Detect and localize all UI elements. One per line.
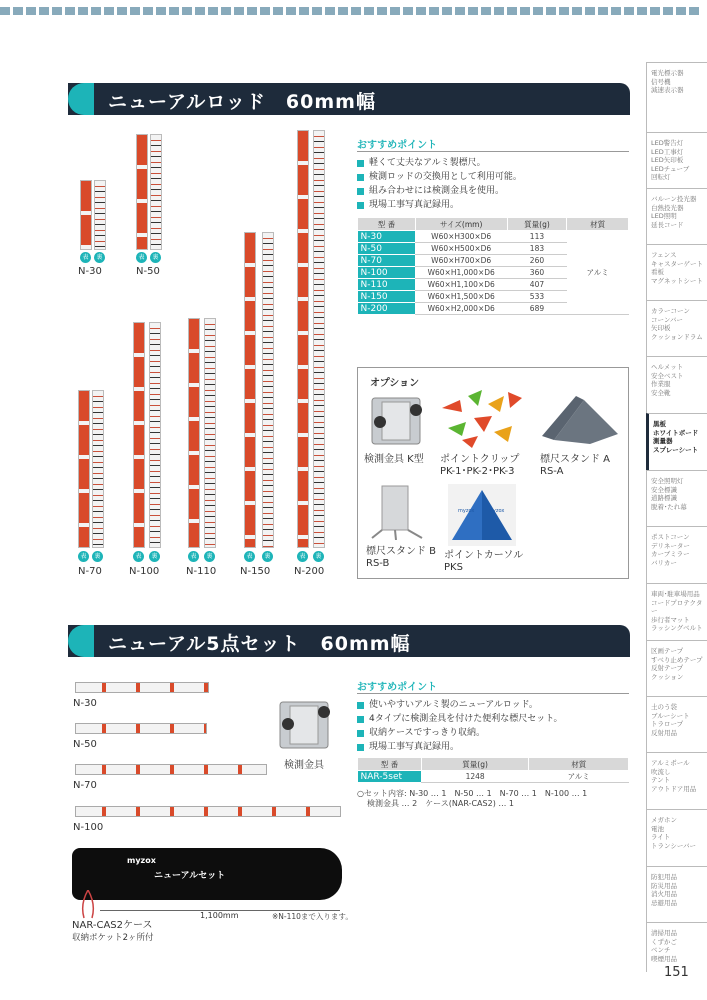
rod-front-image bbox=[297, 130, 309, 548]
decor-segment bbox=[338, 7, 348, 15]
bullet-item: 組み合わせには検測金具を使用。 bbox=[357, 184, 522, 198]
section1-header-tab bbox=[68, 83, 94, 115]
decor-segment bbox=[78, 7, 88, 15]
decor-segment bbox=[533, 7, 543, 15]
sidebar-item[interactable]: LED警告灯 LED工事灯 LED矢印板 LEDチューブ 回転灯 bbox=[646, 132, 707, 188]
length-label: 1,100mm bbox=[200, 911, 239, 920]
decor-segment bbox=[221, 7, 231, 15]
decor-segment bbox=[650, 7, 660, 15]
table-row: N-110 W60×H1,100×D6 407 bbox=[358, 279, 629, 291]
decor-segment bbox=[481, 7, 491, 15]
rod-front-image bbox=[244, 232, 256, 548]
bullet-item: 収納ケースですっきり収納。 bbox=[357, 726, 562, 740]
rod-front-image bbox=[78, 390, 90, 548]
badge-front: 表 bbox=[297, 551, 308, 562]
decor-segment bbox=[130, 7, 140, 15]
badge-front: 表 bbox=[133, 551, 144, 562]
sidebar-item[interactable]: ヘルメット 安全ベスト 作業服 安全靴 bbox=[646, 356, 707, 413]
cursor-brand: myzox bbox=[458, 508, 475, 514]
material-cell: アルミ bbox=[567, 231, 629, 315]
section2-title: ニューアル5点セット 60mm幅 bbox=[108, 633, 411, 655]
sidebar-item[interactable]: 車両･駐車場用品 コードプロテクター 歩行者マット ラッシングベルト bbox=[646, 583, 707, 640]
table-header: 材質 bbox=[529, 758, 629, 771]
badge-front: 表 bbox=[136, 252, 147, 263]
decor-segment bbox=[416, 7, 426, 15]
sidebar-item-active[interactable]: 黒板 ホワイトボード 測量器 スプレーシート bbox=[646, 413, 707, 470]
badge-front: 表 bbox=[80, 252, 91, 263]
decor-segment bbox=[286, 7, 296, 15]
bullet-item: 現場工事写真記録用。 bbox=[357, 740, 562, 754]
rod-back-image bbox=[262, 232, 274, 548]
option-label-kensoku: 検測金具 K型 bbox=[364, 454, 424, 465]
rod-front-image bbox=[136, 134, 148, 250]
set-contents-line: 検測金具 … 2 ケース(NAR-CAS2) … 1 bbox=[367, 799, 514, 808]
decor-segment bbox=[585, 7, 595, 15]
decor-segment bbox=[104, 7, 114, 15]
decor-segment bbox=[325, 7, 335, 15]
storage-case-image bbox=[72, 848, 342, 900]
decor-segment bbox=[182, 7, 192, 15]
sidebar-item[interactable]: フェンス キャスターゲート 看板 マグネットシート bbox=[646, 244, 707, 300]
table-row: N-50 W60×H500×D6 183 bbox=[358, 243, 629, 255]
decor-segment bbox=[260, 7, 270, 15]
decor-segment bbox=[26, 7, 36, 15]
table-row: NAR-5set 1248 アルミ bbox=[358, 771, 629, 783]
sidebar-item[interactable]: アルミポール 吹流し テント アウトドア用品 bbox=[646, 752, 707, 809]
case-note: ※N-110まで入ります。 bbox=[272, 912, 353, 921]
rod-label-n100: N-100 bbox=[129, 566, 160, 577]
decor-segment bbox=[429, 7, 439, 15]
badge-front: 表 bbox=[244, 551, 255, 562]
sidebar-item[interactable]: 清掃用品 くずかご ベンチ 喫煙用品 bbox=[646, 922, 707, 972]
table-header: 型 番 bbox=[358, 758, 422, 771]
table-header: 質量(g) bbox=[507, 218, 567, 231]
rod-back-image bbox=[94, 180, 106, 250]
decor-segment bbox=[299, 7, 309, 15]
decor-segment bbox=[572, 7, 582, 15]
decor-segment bbox=[169, 7, 179, 15]
rod-front-image bbox=[133, 322, 145, 548]
badge-back: 裏 bbox=[313, 551, 324, 562]
decor-segment bbox=[689, 7, 699, 15]
table-row: N-200 W60×H2,000×D6 689 bbox=[358, 303, 629, 315]
decor-segment bbox=[351, 7, 361, 15]
decor-segment bbox=[247, 7, 257, 15]
set-rod-label: N-50 bbox=[73, 739, 97, 750]
badge-back: 裏 bbox=[262, 551, 273, 562]
sidebar-item[interactable]: 区画テープ すべり止めテープ 反射テープ クッション bbox=[646, 640, 707, 696]
case-label bbox=[72, 920, 153, 944]
section1-bullets bbox=[357, 156, 522, 212]
bag-brand: myzox bbox=[127, 856, 156, 865]
decor-segment bbox=[676, 7, 686, 15]
set-kensoku-label: 検測金具 bbox=[284, 760, 324, 771]
kensoku-k-image bbox=[368, 392, 426, 448]
decor-segment bbox=[494, 7, 504, 15]
badge-back: 裏 bbox=[204, 551, 215, 562]
set-contents bbox=[357, 789, 587, 809]
decor-segment bbox=[52, 7, 62, 15]
decor-segment bbox=[195, 7, 205, 15]
section1-rec-title: おすすめポイント bbox=[357, 140, 438, 151]
point-clip-image bbox=[438, 388, 528, 450]
decor-segment bbox=[208, 7, 218, 15]
decor-segment bbox=[637, 7, 647, 15]
badge-front: 表 bbox=[188, 551, 199, 562]
section2-bullets bbox=[357, 698, 562, 754]
section2-rec-divider bbox=[357, 693, 629, 694]
options-title: オプション bbox=[370, 378, 420, 389]
decor-segment bbox=[663, 7, 673, 15]
case-label-line: NAR-CAS2ケース bbox=[72, 920, 153, 931]
table-header: 型 番 bbox=[358, 218, 416, 231]
badge-back: 裏 bbox=[149, 551, 160, 562]
decor-segment bbox=[377, 7, 387, 15]
category-sidebar bbox=[646, 62, 707, 972]
option-label-stand-a: 標尺スタンド A RS-A bbox=[540, 454, 611, 477]
option-label-clip: ポイントクリップ PK-1･PK-2･PK-3 bbox=[440, 454, 520, 477]
decor-segment bbox=[39, 7, 49, 15]
bag-text: ニューアルセット bbox=[154, 871, 226, 881]
bag-drawstring bbox=[76, 890, 100, 920]
rod-label-n70: N-70 bbox=[78, 566, 102, 577]
rod-back-image bbox=[92, 390, 104, 548]
bullet-item: 検測ロッドの交換用として利用可能。 bbox=[357, 170, 522, 184]
decor-segment bbox=[0, 7, 10, 15]
section1-title: ニューアルロッド 60mm幅 bbox=[108, 91, 376, 113]
rod-back-image bbox=[150, 134, 162, 250]
bullet-item: 現場工事写真記録用。 bbox=[357, 198, 522, 212]
sidebar-item[interactable]: ポストコーン デリネーター カーブミラー バリカー bbox=[646, 526, 707, 583]
rod-label-n50: N-50 bbox=[136, 266, 160, 277]
decor-segment bbox=[91, 7, 101, 15]
bullet-item: 使いやすいアルミ製のニューアルロッド。 bbox=[357, 698, 562, 712]
decor-segment bbox=[598, 7, 608, 15]
section2-header bbox=[68, 625, 630, 657]
decor-segment bbox=[364, 7, 374, 15]
cursor-brand: myzox bbox=[488, 508, 505, 514]
decor-segment bbox=[156, 7, 166, 15]
decor-segment bbox=[403, 7, 413, 15]
option-label-cursor: ポイントカーソル PKS bbox=[444, 550, 524, 573]
rod-label-n200: N-200 bbox=[294, 566, 325, 577]
sidebar-item[interactable]: 土のう袋 ブルーシート トラロープ 反射用品 bbox=[646, 696, 707, 752]
badge-back: 裏 bbox=[92, 551, 103, 562]
rod-front-image bbox=[188, 318, 200, 548]
option-label-stand-b: 標尺スタンド B RS-B bbox=[366, 546, 437, 569]
set-rod-label: N-30 bbox=[73, 698, 97, 709]
rod-label-n110: N-110 bbox=[186, 566, 217, 577]
table-header: 質量(g) bbox=[421, 758, 529, 771]
decor-segment bbox=[390, 7, 400, 15]
bullet-item: 軽くて丈夫なアルミ製標尺。 bbox=[357, 156, 522, 170]
decor-segment bbox=[273, 7, 283, 15]
section2-rec-title: おすすめポイント bbox=[357, 682, 438, 693]
decor-segment bbox=[442, 7, 452, 15]
rod-label-n150: N-150 bbox=[240, 566, 271, 577]
table-header: 材質 bbox=[567, 218, 629, 231]
rod-back-image bbox=[204, 318, 216, 548]
rod-back-image bbox=[313, 130, 325, 548]
rod-label-n30: N-30 bbox=[78, 266, 102, 277]
set-rod-n50-image bbox=[75, 723, 207, 734]
rod-back-image bbox=[149, 322, 161, 548]
table-row: N-70 W60×H700×D6 260 bbox=[358, 255, 629, 267]
sidebar-item[interactable]: 電光標示器 信号機 減速表示器 bbox=[646, 62, 707, 132]
decor-segment bbox=[143, 7, 153, 15]
badge-back: 裏 bbox=[150, 252, 161, 263]
badge-front: 表 bbox=[78, 551, 89, 562]
top-decor-bar bbox=[0, 0, 707, 8]
rod-front-image bbox=[80, 180, 92, 250]
decor-segment bbox=[624, 7, 634, 15]
options-box bbox=[357, 367, 629, 579]
decor-segment bbox=[234, 7, 244, 15]
decor-segment bbox=[13, 7, 23, 15]
decor-segment bbox=[312, 7, 322, 15]
sidebar-item[interactable]: カラーコーン コーンバー 矢印板 クッションドラム bbox=[646, 300, 707, 356]
sidebar-item[interactable]: 防犯用品 防災用品 消火用品 忌避用品 bbox=[646, 866, 707, 922]
sidebar-item[interactable]: 安全照明灯 安全標識 道路標識 脱着･たれ幕 bbox=[646, 470, 707, 526]
sidebar-item[interactable]: メガホン 電池 ライト トランシーバー bbox=[646, 809, 707, 866]
sidebar-item[interactable]: バルーン投光器 白熱投光器 LED照明 延長コード bbox=[646, 188, 707, 244]
set-rod-label: N-100 bbox=[73, 822, 104, 833]
table-row: N-30 W60×H300×D6 113 アルミ bbox=[358, 231, 629, 243]
decor-segment bbox=[455, 7, 465, 15]
page-number: 151 bbox=[664, 965, 689, 980]
set-rod-n70-image bbox=[75, 764, 267, 775]
table-header: サイズ(mm) bbox=[415, 218, 507, 231]
section1-rec-divider bbox=[357, 151, 629, 152]
section2-spec-table bbox=[357, 757, 629, 783]
stand-a-image bbox=[536, 390, 624, 446]
decor-segment bbox=[117, 7, 127, 15]
set-contents-line: ○セット内容: N-30 … 1 N-50 … 1 N-70 … 1 N-100 … 1 bbox=[357, 789, 588, 798]
decor-segment bbox=[520, 7, 530, 15]
table-row: N-100 W60×H1,000×D6 360 bbox=[358, 267, 629, 279]
decor-segment bbox=[65, 7, 75, 15]
set-rod-n100-image bbox=[75, 806, 341, 817]
set-rod-label: N-70 bbox=[73, 780, 97, 791]
badge-back: 裏 bbox=[94, 252, 105, 263]
section1-header bbox=[68, 83, 630, 115]
table-row: N-150 W60×H1,500×D6 533 bbox=[358, 291, 629, 303]
decor-segment bbox=[546, 7, 556, 15]
point-cursor-image bbox=[448, 484, 516, 546]
decor-segment bbox=[468, 7, 478, 15]
case-label-line: 収納ポケット2ヶ所付 bbox=[72, 933, 154, 943]
stand-b-image bbox=[368, 482, 428, 540]
set-kensoku-image bbox=[276, 696, 334, 752]
decor-segment bbox=[507, 7, 517, 15]
section1-spec-table bbox=[357, 217, 629, 315]
decor-segment bbox=[611, 7, 621, 15]
bullet-item: 4タイプに検測金具を付けた便利な標尺セット。 bbox=[357, 712, 562, 726]
decor-segment bbox=[559, 7, 569, 15]
set-rod-n30-image bbox=[75, 682, 209, 693]
section2-header-tab bbox=[68, 625, 94, 657]
